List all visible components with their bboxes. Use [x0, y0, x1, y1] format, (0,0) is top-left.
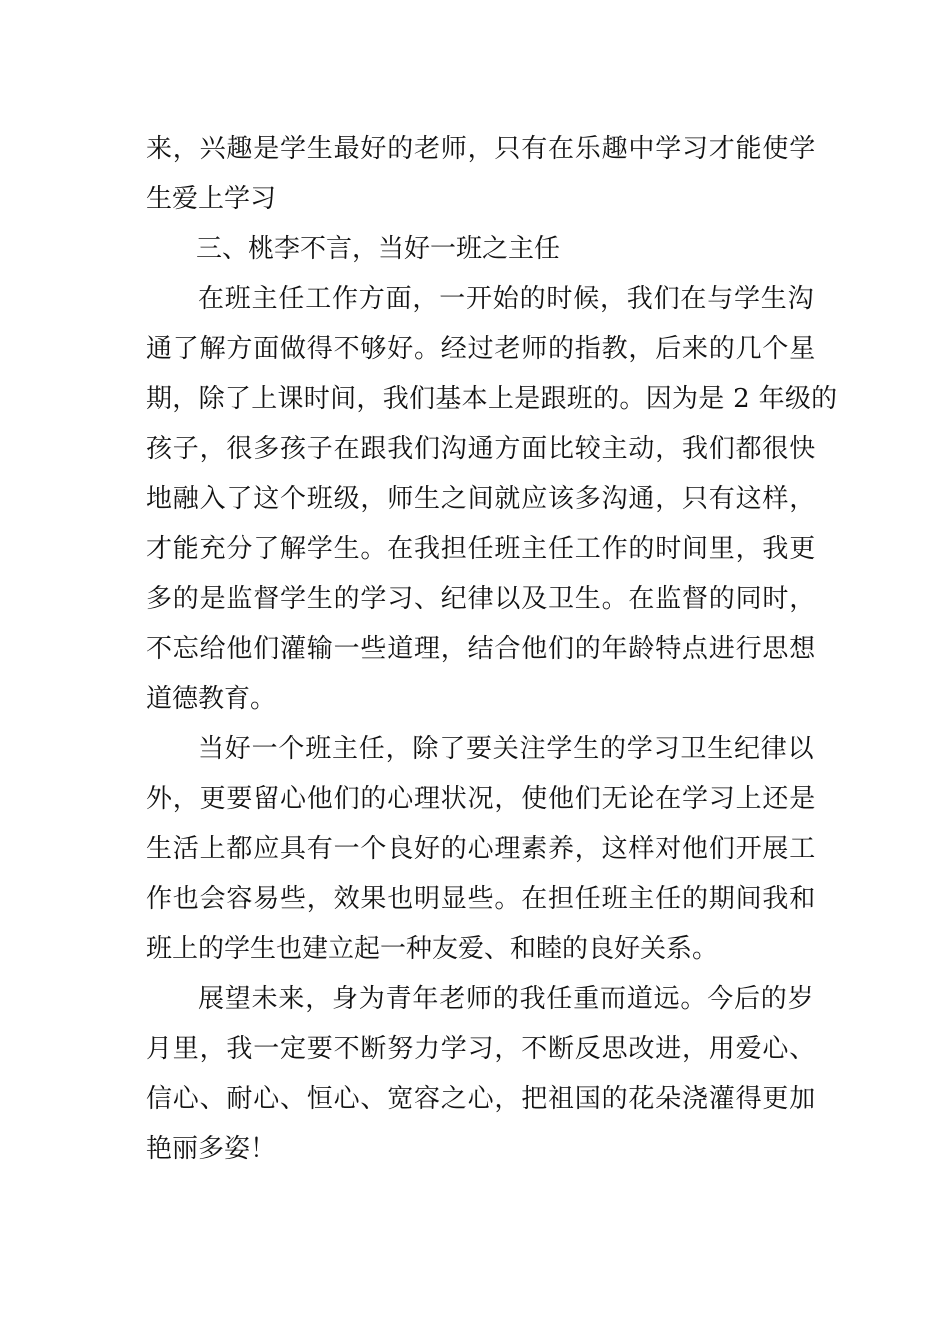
paragraph-line: 展望未来，身为青年老师的我任重而道远。今后的岁	[198, 984, 815, 1014]
paragraph-line: 不忘给他们灌输一些道理，结合他们的年龄特点进行思想	[146, 634, 817, 664]
paragraph-line: 生活上都应具有一个良好的心理素养，这样对他们开展工	[146, 834, 817, 864]
paragraph-line: 生爱上学习	[146, 184, 277, 214]
paragraph-line: 作也会容易些，效果也明显些。在担任班主任的期间我和	[146, 884, 817, 914]
paragraph-line: 道德教育。	[146, 684, 277, 714]
paragraph-line: 孩子，很多孩子在跟我们沟通方面比较主动，我们都很快	[146, 434, 817, 464]
paragraph-line: 月里，我一定要不断努力学习，不断反思改进，用爱心、	[146, 1034, 817, 1064]
paragraph-line: 来，兴趣是学生最好的老师，只有在乐趣中学习才能使学	[146, 134, 817, 164]
paragraph-line: 信心、耐心、恒心、宽容之心，把祖国的花朵浇灌得更加	[146, 1084, 817, 1114]
paragraph-line: 地融入了这个班级，师生之间就应该多沟通，只有这样，	[146, 484, 817, 514]
paragraph-line: 期，除了上课时间，我们基本上是跟班的。因为是 2 年级的	[146, 384, 838, 414]
paragraph-line: 当好一个班主任，除了要关注学生的学习卫生纪律以	[198, 734, 815, 764]
paragraph-line: 班上的学生也建立起一种友爱、和睦的良好关系。	[146, 934, 719, 964]
section-heading: 三、桃李不言，当好一班之主任	[196, 234, 561, 264]
paragraph-line: 艳丽多姿！	[146, 1134, 277, 1164]
paragraph-line: 多的是监督学生的学习、纪律以及卫生。在监督的同时，	[146, 584, 817, 614]
paragraph-line: 才能充分了解学生。在我担任班主任工作的时间里，我更	[146, 534, 817, 564]
paragraph-line: 外，更要留心他们的心理状况，使他们无论在学习上还是	[146, 784, 817, 814]
paragraph-line: 在班主任工作方面，一开始的时候，我们在与学生沟	[198, 284, 815, 314]
paragraph-line: 通了解方面做得不够好。经过老师的指教，后来的几个星	[146, 334, 817, 364]
